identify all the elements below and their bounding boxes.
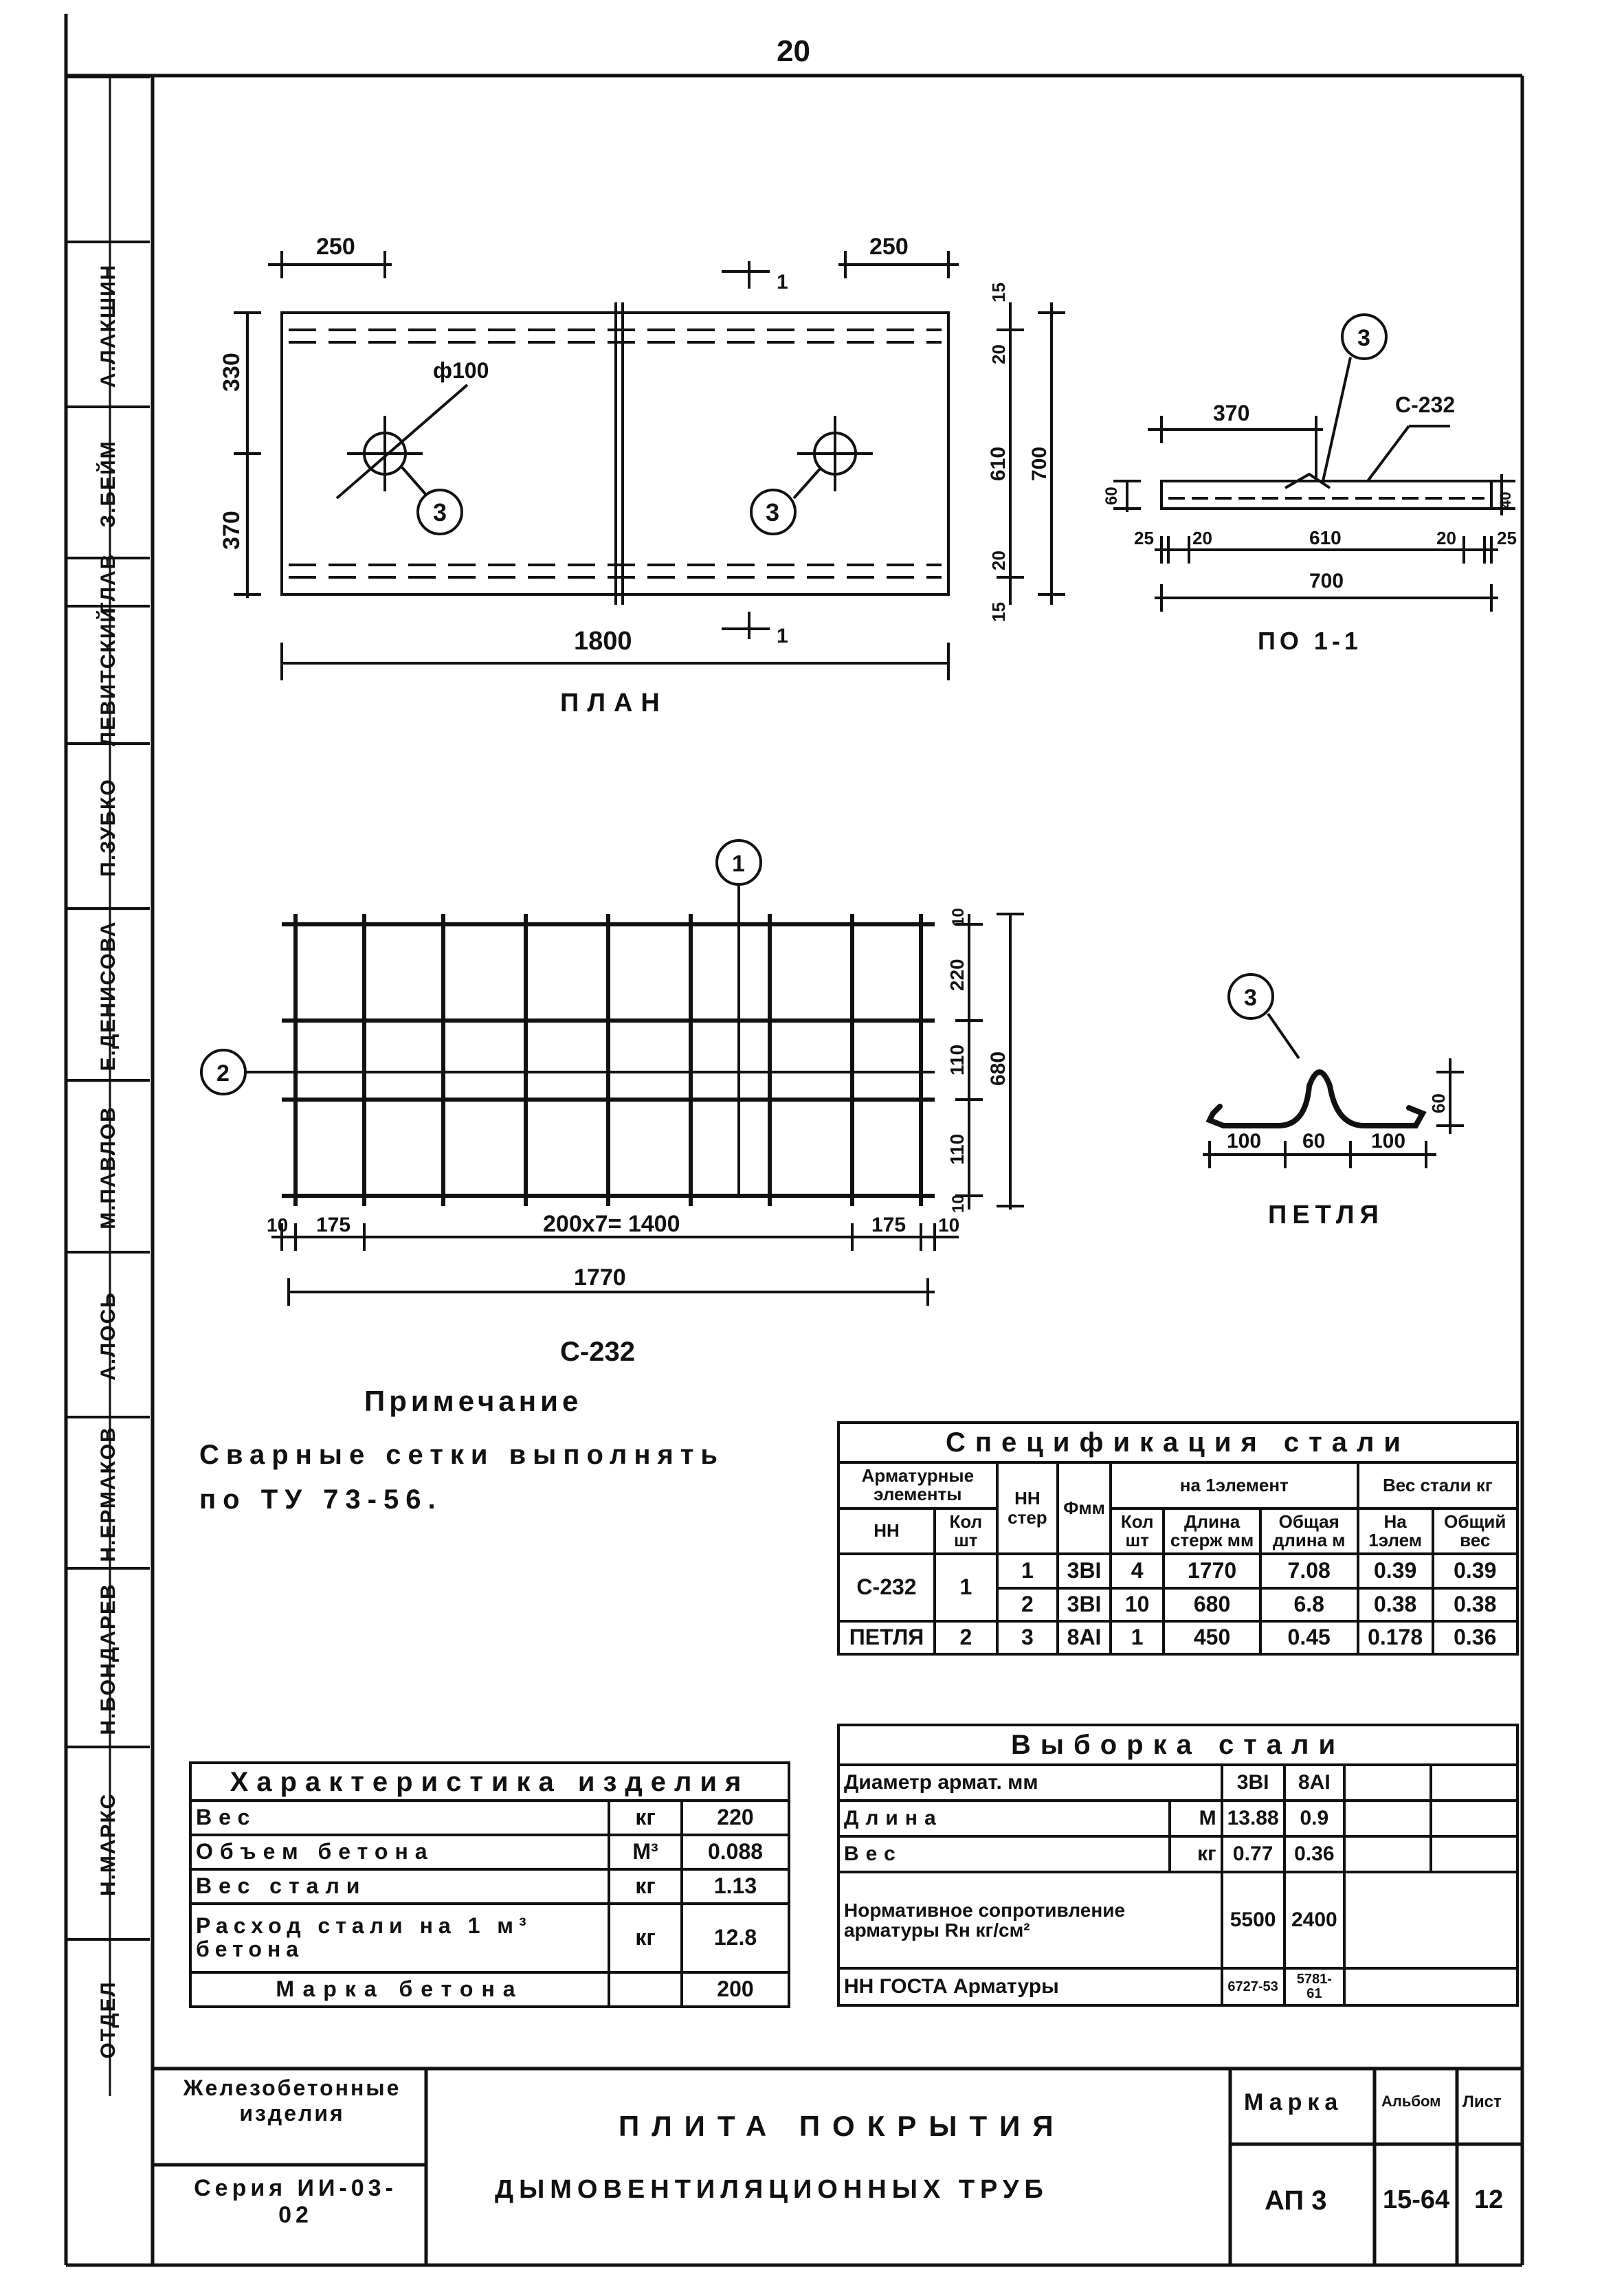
spec-h-per: на 1элемент: [1111, 1462, 1358, 1508]
tb-mark-header: Марка: [1244, 2089, 1344, 2115]
section-dim-370: 370: [1213, 401, 1250, 425]
plan-dim-330: 330: [219, 353, 245, 392]
section-dim-20: 20: [1192, 528, 1212, 548]
loop-caption: ПЕТЛЯ: [1268, 1201, 1384, 1229]
stamp-name: А.ЛАКШИН: [97, 263, 120, 388]
table-row: Вес стали кг 1.13: [190, 1869, 789, 1904]
mesh-dim-175: 175: [316, 1214, 351, 1236]
mesh-dim-10: 10: [938, 1214, 960, 1236]
plan-dim-370: 370: [219, 511, 245, 550]
spec-h-count: Кол шт: [1111, 1508, 1164, 1555]
table-row: Марка бетона 200: [190, 1972, 789, 2007]
spec-title: Спецификация стали: [838, 1423, 1517, 1462]
tb-album-value: 15-64: [1383, 2185, 1450, 2214]
plan-dim-250-right: 250: [869, 234, 909, 260]
spec-h-elements: Арматурные элементы: [838, 1462, 997, 1508]
mesh-dim-220: 220: [946, 959, 968, 991]
mesh-marker-1: 1: [732, 851, 745, 877]
table-row: Расход стали на 1 м³ бетона кг 12.8: [190, 1904, 789, 1972]
page-number: 20: [777, 34, 810, 68]
table-row: Вес кг 220: [190, 1801, 789, 1835]
spec-h-nn-rod: НН стер: [997, 1462, 1058, 1554]
note-line-2: по ТУ 73-56.: [199, 1484, 443, 1515]
loop-dim-100: 100: [1227, 1130, 1262, 1152]
table-row: ПЕТЛЯ 2 3 8АI 1 450 0.45 0.178 0.36: [838, 1621, 1517, 1654]
mesh-dim-10: 10: [267, 1214, 289, 1236]
loop-marker-3: 3: [1244, 985, 1257, 1011]
stamp-name: Н.МАРКС: [97, 1792, 120, 1897]
vyborka-title: Выборка стали: [838, 1725, 1517, 1765]
stamp-name: ГЛАВ: [97, 553, 120, 614]
stamp-name: Н.БОНДАРЕВ: [97, 1583, 120, 1735]
tb-sheet-header: Лист: [1462, 2093, 1502, 2111]
table-row: Объем бетона М³ 0.088: [190, 1835, 789, 1869]
tb-title-2: ДЫМОВЕНТИЛЯЦИОННЫХ ТРУБ: [495, 2175, 1049, 2204]
plan-caption: ПЛАН: [560, 689, 668, 717]
mesh-dim-110: 110: [946, 1133, 968, 1165]
plan-dim-610: 610: [987, 446, 1010, 481]
plan-dim-1800: 1800: [574, 627, 632, 656]
stamp-name: ЛЕВИТСКИЙ: [97, 606, 120, 746]
stamp-name: Н.ЕРМАКОВ: [97, 1426, 120, 1562]
char-title: Характеристика изделия: [190, 1763, 789, 1801]
mesh-dim-1770: 1770: [574, 1265, 626, 1291]
mesh-dim-middle: 200х7= 1400: [543, 1211, 680, 1237]
plan-dim-700: 700: [1028, 446, 1051, 481]
table-row: 2 3ВI 10 680 6.8 0.38 0.38: [838, 1588, 1517, 1621]
section-dim-610: 610: [1309, 527, 1342, 548]
spec-h-total: Общая длина м: [1260, 1508, 1358, 1555]
stamp-dept: ОТДЕЛ: [97, 1981, 120, 2059]
plan-marker-3: 3: [766, 498, 780, 526]
plan-dim-15: 15: [988, 282, 1009, 302]
stamp-name: З.БЕЙМ: [97, 440, 120, 528]
spec-h-nn: НН: [838, 1508, 935, 1555]
loop-dim-60-vertical: 60: [1428, 1093, 1449, 1113]
plan-phi-label: ф100: [433, 358, 489, 383]
plan-section-mark: 1: [777, 625, 788, 647]
stamp-name: П.ЗУБКО: [97, 778, 120, 877]
tb-title-1: ПЛИТА ПОКРЫТИЯ: [619, 2110, 1066, 2142]
note-line-1: Сварные сетки выполнять: [199, 1440, 725, 1470]
spec-h-per-el: На 1элем: [1358, 1508, 1433, 1555]
stamp-name: Е.ДЕНИСОВА: [97, 920, 120, 1071]
tb-series-label: Серия ИИ-03-02: [194, 2175, 397, 2228]
mesh-caption: С-232: [560, 1337, 635, 1367]
mesh-dim-110: 110: [946, 1044, 968, 1076]
vyborka-r1-label: Диаметр армат. мм: [838, 1765, 1222, 1801]
spec-h-total-w: Общий вес: [1433, 1508, 1517, 1555]
mesh-dim-175: 175: [871, 1214, 906, 1236]
spec-h-len: Длина стерж мм: [1164, 1508, 1260, 1555]
plan-dim-20: 20: [988, 550, 1009, 570]
spec-h-qty: Кол шт: [935, 1508, 997, 1555]
note-title: Примечание: [364, 1385, 583, 1417]
plan-dim-20: 20: [988, 344, 1009, 364]
stamp-name: А.ЛОСЬ: [97, 1291, 120, 1381]
section-label-c232: С-232: [1395, 392, 1456, 417]
tb-sheet-value: 12: [1474, 2185, 1504, 2214]
section-dim-25: 25: [1134, 528, 1154, 548]
section-dim-700: 700: [1309, 570, 1344, 592]
vyborka-table: Выборка стали Диаметр армат. мм 3ВI 8АI Длина М 13.88 0.9 Вес кг 0.77 0.36 Нормативное сопротивление арматуры Rн кг/см² 5500 2400 НН ГОСТА Арматуры 6727-53 5781-61: [837, 1724, 1519, 2007]
loop-dim-100: 100: [1371, 1130, 1406, 1152]
tb-album-header: Альбом: [1381, 2093, 1441, 2110]
section-dim-20: 20: [1436, 528, 1456, 548]
section-dim-60: 60: [1102, 487, 1121, 505]
mesh-dim-10: 10: [949, 908, 968, 926]
plan-dim-250-left: 250: [316, 234, 355, 260]
spec-h-weight: Вес стали кг: [1358, 1462, 1517, 1508]
section-marker-3: 3: [1357, 325, 1370, 351]
section-caption: ПО 1-1: [1258, 627, 1362, 655]
plan-dim-15: 15: [988, 602, 1009, 622]
mesh-marker-2: 2: [216, 1060, 230, 1087]
plan-section-mark: 1: [777, 271, 788, 293]
mesh-dim-680: 680: [987, 1051, 1010, 1086]
plan-marker-3: 3: [433, 498, 447, 526]
section-dim-25: 25: [1497, 528, 1517, 548]
mesh-dim-10: 10: [949, 1194, 968, 1213]
spec-h-dia: Фмм: [1058, 1462, 1111, 1554]
table-row: С-232 1 1 3ВI 4 1770 7.08 0.39 0.39: [838, 1554, 1517, 1588]
section-dim-40: 40: [1497, 491, 1514, 509]
tb-type-label: Железобетонные изделия: [183, 2075, 401, 2126]
stamp-name: М.ПАВЛОВ: [97, 1106, 120, 1229]
tb-mark-value: АП 3: [1265, 2185, 1327, 2216]
loop-dim-60: 60: [1302, 1130, 1326, 1152]
